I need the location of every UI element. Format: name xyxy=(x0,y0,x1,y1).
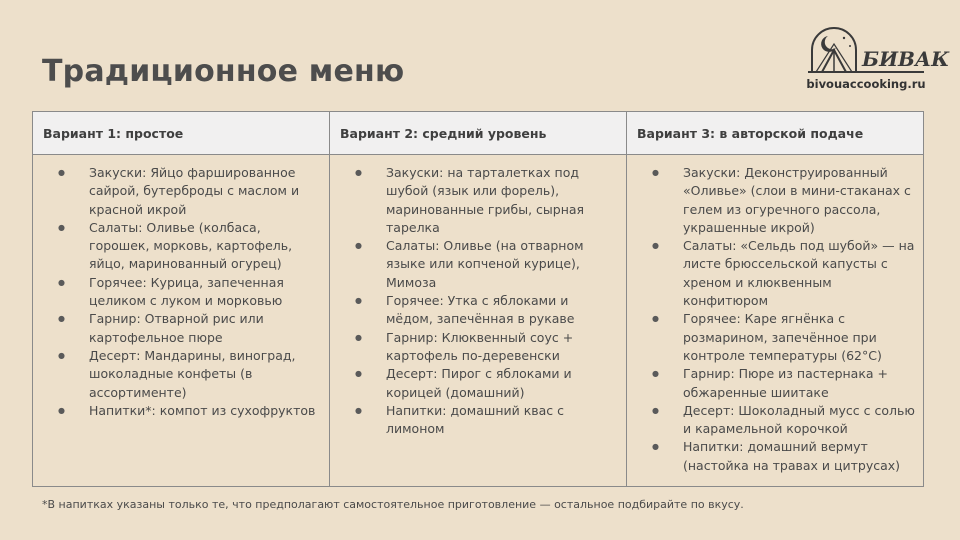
list-item: ● Гарнир: Пюре из пастернака + обжаренные шиитаке xyxy=(643,365,915,402)
list-item: ● Салаты: Оливье (колбаса, горошек, морковь, картофель, яйцо, маринованный огурец) xyxy=(49,219,321,274)
list-item: ● Гарнир: Клюквенный соус + картофель по-деревенски xyxy=(346,329,618,366)
list-item: ● Напитки*: компот из сухофруктов xyxy=(49,402,321,420)
menu-table xyxy=(32,111,924,487)
list-item: ● Напитки: домашний вермут (настойка на травах и цитрусах) xyxy=(643,438,915,475)
list-item: ● Десерт: Мандарины, виноград, шоколадные конфеты (в ассортименте) xyxy=(49,347,321,402)
menu-column xyxy=(627,155,924,487)
bullet-list xyxy=(49,164,321,420)
footnote: *В напитках указаны только те, что предполагают самостоятельное приготовление — остальное подбирайте по вкусу. xyxy=(42,498,744,511)
bullet-list xyxy=(643,164,915,475)
list-item: ● Горячее: Утка с яблоками и мёдом, запечённая в рукаве xyxy=(346,292,618,329)
list-item: ● Гарнир: Отварной рис или картофельное пюре xyxy=(49,310,321,347)
tent-moon-icon xyxy=(806,26,950,76)
list-item: ● Закуски: на тарталетках под шубой (язык или форель), маринованные грибы, сырная тарелка xyxy=(346,164,618,237)
list-item: ● Горячее: Каре ягнёнка с розмарином, запечённое при контроле температуры (62°C) xyxy=(643,310,915,365)
bullet-list xyxy=(346,164,618,438)
list-item: ● Салаты: «Сельдь под шубой» — на листе брюссельской капусты с хреном и клюквенным конфитюром xyxy=(643,237,915,310)
logo-brand: БИВАК xyxy=(862,47,950,71)
page-title: Традиционное меню xyxy=(42,54,405,89)
logo-url[interactable]: bivouaccooking.ru xyxy=(806,77,926,91)
list-item: ● Салаты: Оливье (на отварном языке или копченой курице), Мимоза xyxy=(346,237,618,292)
list-item: ● Горячее: Курица, запеченная целиком с луком и морковью xyxy=(49,274,321,311)
menu-column xyxy=(330,155,627,487)
list-item: ● Десерт: Пирог с яблоками и корицей (домашний) xyxy=(346,365,618,402)
logo xyxy=(806,26,950,96)
list-item: ● Закуски: Яйцо фаршированное сайрой, бутерброды с маслом и красной икрой xyxy=(49,164,321,219)
menu-column xyxy=(33,155,330,487)
column-header: Вариант 3: в авторской подаче xyxy=(627,112,924,155)
list-item: ● Десерт: Шоколадный мусс с солью и карамельной корочкой xyxy=(643,402,915,439)
column-header: Вариант 2: средний уровень xyxy=(330,112,627,155)
list-item: ● Напитки: домашний квас с лимоном xyxy=(346,402,618,439)
list-item: ● Закуски: Деконструированный «Оливье» (слои в мини-стаканах с гелем из огуречного рассола, украшенные икрой) xyxy=(643,164,915,237)
column-header: Вариант 1: простое xyxy=(33,112,330,155)
